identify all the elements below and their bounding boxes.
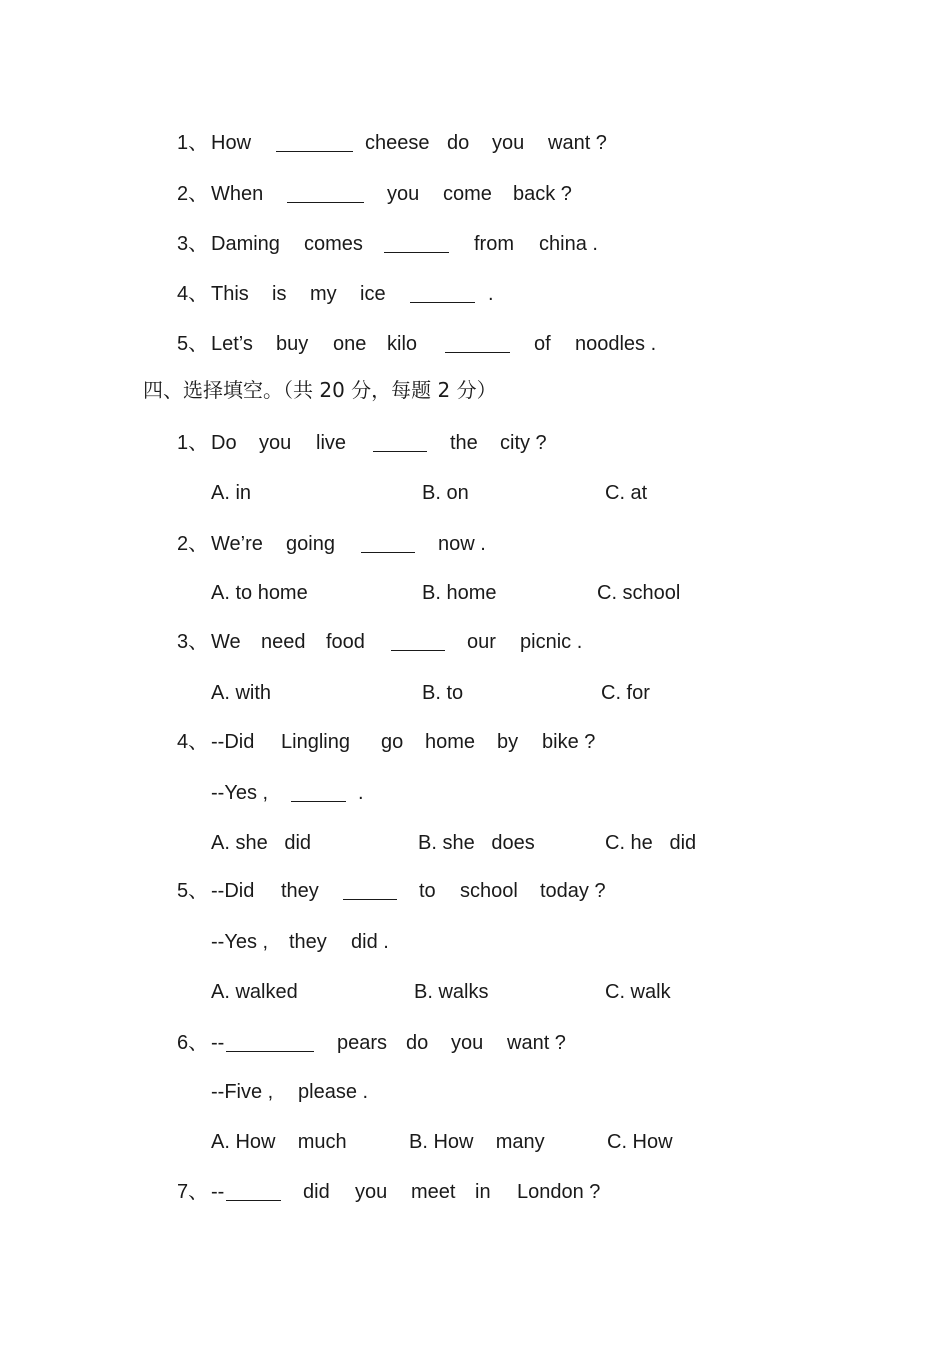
answer-blank[interactable] — [391, 650, 445, 651]
word: We — [211, 631, 241, 653]
answer-blank[interactable] — [287, 202, 364, 203]
answer-blank[interactable] — [384, 252, 449, 253]
word: go — [381, 731, 404, 753]
word: today ? — [540, 880, 606, 902]
question-number: 4、 — [177, 283, 209, 305]
word: is — [272, 283, 287, 305]
word: This — [211, 283, 249, 305]
option-a[interactable]: A. walked — [211, 981, 298, 1003]
word: Daming — [211, 233, 280, 255]
answer-blank[interactable] — [291, 801, 346, 802]
word: do — [447, 132, 470, 154]
word: home — [425, 731, 476, 753]
word: --Did — [211, 731, 255, 753]
word: bike ? — [542, 731, 596, 753]
question-number: 1、 — [177, 432, 209, 454]
word: you — [451, 1032, 484, 1054]
question-number: 3、 — [177, 631, 209, 653]
word: . — [358, 782, 364, 804]
word: they — [289, 931, 327, 953]
word: need — [261, 631, 306, 653]
answer-blank[interactable] — [226, 1051, 314, 1052]
option-c[interactable]: C. he did — [605, 832, 697, 854]
word: back ? — [513, 183, 572, 205]
word: How — [211, 132, 252, 154]
option-a[interactable]: A. with — [211, 682, 272, 704]
word: London ? — [517, 1181, 601, 1203]
word: buy — [276, 333, 309, 355]
option-b[interactable]: B. to — [422, 682, 464, 704]
word: We’re — [211, 533, 263, 555]
word: did . — [351, 931, 389, 953]
word: do — [406, 1032, 429, 1054]
question-number: 6、 — [177, 1032, 209, 1054]
word: --Five , — [211, 1081, 274, 1103]
question-number: 1、 — [177, 132, 209, 154]
answer-blank[interactable] — [410, 302, 475, 303]
option-c[interactable]: C. for — [601, 682, 650, 704]
word: When — [211, 183, 264, 205]
section-heading: 四、选择填空。（共 20 分，每题 2 分） — [143, 378, 497, 402]
option-b[interactable]: B. home — [422, 582, 497, 604]
word: you — [492, 132, 525, 154]
word: ice — [360, 283, 386, 305]
word: from — [474, 233, 514, 255]
word: come — [443, 183, 492, 205]
answer-blank[interactable] — [361, 552, 415, 553]
word: . — [488, 283, 494, 305]
word: --Did — [211, 880, 255, 902]
option-a[interactable]: A. she did — [211, 832, 312, 854]
question-number: 4、 — [177, 731, 209, 753]
word: school — [460, 880, 518, 902]
word: food — [326, 631, 365, 653]
option-b[interactable]: B. How many — [409, 1131, 545, 1153]
word: meet — [411, 1181, 456, 1203]
word: the — [450, 432, 478, 454]
word: city ? — [500, 432, 547, 454]
answer-blank[interactable] — [343, 899, 397, 900]
word: they — [281, 880, 319, 902]
word: one — [333, 333, 367, 355]
answer-blank[interactable] — [276, 151, 353, 152]
word: want ? — [548, 132, 607, 154]
option-a[interactable]: A. How much — [211, 1131, 347, 1153]
option-c[interactable]: C. How — [607, 1131, 673, 1153]
option-a[interactable]: A. to home — [211, 582, 308, 604]
word: kilo — [387, 333, 418, 355]
word: to — [419, 880, 436, 902]
word: you — [355, 1181, 388, 1203]
answer-blank[interactable] — [226, 1200, 281, 1201]
question-number: 3、 — [177, 233, 209, 255]
option-b[interactable]: B. she does — [418, 832, 535, 854]
word: of — [534, 333, 551, 355]
question-number: 7、 — [177, 1181, 209, 1203]
word: --Yes , — [211, 931, 269, 953]
question-number: 2、 — [177, 533, 209, 555]
word: our — [467, 631, 496, 653]
word: comes — [304, 233, 363, 255]
option-c[interactable]: C. school — [597, 582, 681, 604]
option-b[interactable]: B. walks — [414, 981, 489, 1003]
word: -- — [211, 1181, 225, 1203]
word: pears — [337, 1032, 388, 1054]
word: please . — [298, 1081, 369, 1103]
word: you — [387, 183, 420, 205]
word: picnic . — [520, 631, 583, 653]
word: -- — [211, 1032, 225, 1054]
word: now . — [438, 533, 486, 555]
question-number: 5、 — [177, 333, 209, 355]
word: in — [475, 1181, 491, 1203]
word: Lingling — [281, 731, 350, 753]
word: --Yes , — [211, 782, 269, 804]
question-number: 5、 — [177, 880, 209, 902]
option-c[interactable]: C. at — [605, 482, 648, 504]
question-number: 2、 — [177, 183, 209, 205]
word: Let’s — [211, 333, 253, 355]
word: Do — [211, 432, 237, 454]
word: cheese — [365, 132, 430, 154]
word: going — [286, 533, 335, 555]
word: live — [316, 432, 347, 454]
option-a[interactable]: A. in — [211, 482, 252, 504]
word: want ? — [507, 1032, 566, 1054]
answer-blank[interactable] — [373, 451, 427, 452]
option-b[interactable]: B. on — [422, 482, 469, 504]
word: did — [303, 1181, 330, 1203]
word: my — [310, 283, 337, 305]
word: by — [497, 731, 519, 753]
answer-blank[interactable] — [445, 352, 510, 353]
word: china . — [539, 233, 598, 255]
word: you — [259, 432, 292, 454]
option-c[interactable]: C. walk — [605, 981, 671, 1003]
word: noodles . — [575, 333, 657, 355]
